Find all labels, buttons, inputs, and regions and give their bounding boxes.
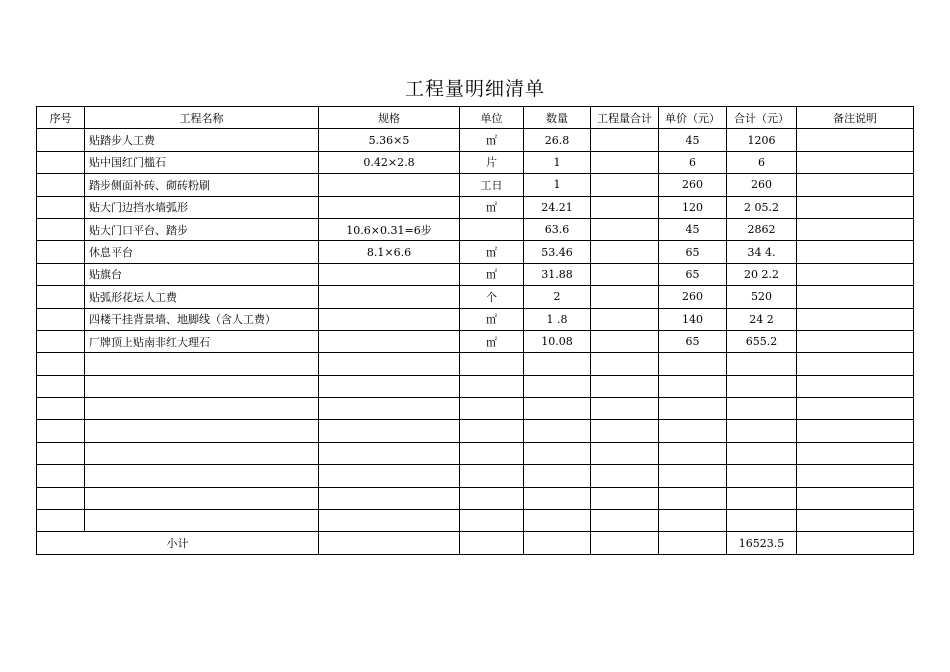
cell-qty: [524, 442, 591, 464]
total-cell-unit: [460, 532, 524, 554]
cell-name: 四楼干挂背景墙、地脚线（含人工费）: [85, 308, 319, 330]
cell-qty-total: [591, 375, 659, 397]
total-label: 小计: [37, 532, 319, 554]
table-row: [37, 151, 914, 173]
cell-amount: 34 4.: [727, 241, 797, 263]
cell-name: [85, 510, 319, 532]
cell-qty-total: [591, 196, 659, 218]
cell-qty: 10.08: [524, 330, 591, 352]
cell-unit: [460, 442, 524, 464]
cell-seq: [37, 465, 85, 487]
header-amount: 合计（元）: [727, 107, 797, 129]
cell-price: 140: [659, 308, 727, 330]
cell-qty-total: [591, 151, 659, 173]
cell-price: [659, 465, 727, 487]
cell-note: [797, 241, 914, 263]
cell-unit: [460, 510, 524, 532]
cell-amount: 24 2: [727, 308, 797, 330]
cell-seq: [37, 241, 85, 263]
cell-note: [797, 174, 914, 196]
cell-price: 65: [659, 330, 727, 352]
cell-price: 45: [659, 129, 727, 151]
table-row: [37, 398, 914, 420]
total-cell-qty: [524, 532, 591, 554]
header-spec: 规格: [319, 107, 460, 129]
cell-amount: [727, 375, 797, 397]
cell-name: [85, 398, 319, 420]
cell-seq: [37, 442, 85, 464]
cell-price: 65: [659, 263, 727, 285]
cell-amount: 1206: [727, 129, 797, 151]
cell-price: [659, 510, 727, 532]
cell-note: [797, 353, 914, 375]
table-row: [37, 442, 914, 464]
cell-qty: [524, 420, 591, 442]
cell-qty: 31.88: [524, 263, 591, 285]
table-row: [37, 308, 914, 330]
cell-seq: [37, 218, 85, 240]
cell-spec: [319, 330, 460, 352]
cell-amount: [727, 353, 797, 375]
cell-amount: 655.2: [727, 330, 797, 352]
cell-unit: ㎡: [460, 241, 524, 263]
cell-seq: [37, 174, 85, 196]
header-name: 工程名称: [85, 107, 319, 129]
cell-note: [797, 196, 914, 218]
cell-qty: 1 .8: [524, 308, 591, 330]
cell-unit: [460, 398, 524, 420]
cell-price: [659, 420, 727, 442]
quantity-table: [36, 106, 914, 555]
header-note: 备注说明: [797, 107, 914, 129]
cell-seq: [37, 375, 85, 397]
total-cell-spec: [319, 532, 460, 554]
cell-amount: 260: [727, 174, 797, 196]
cell-qty-total: [591, 218, 659, 240]
cell-seq: [37, 151, 85, 173]
cell-price: [659, 487, 727, 509]
header-seq: 序号: [37, 107, 85, 129]
cell-note: [797, 465, 914, 487]
table-row: [37, 129, 914, 151]
cell-note: [797, 420, 914, 442]
cell-name: 休息平台: [85, 241, 319, 263]
cell-unit: [460, 487, 524, 509]
cell-qty: 24.21: [524, 196, 591, 218]
header-unit: 单位: [460, 107, 524, 129]
table-row: [37, 241, 914, 263]
cell-seq: [37, 308, 85, 330]
cell-spec: [319, 398, 460, 420]
cell-name: [85, 375, 319, 397]
cell-unit: ㎡: [460, 263, 524, 285]
header-price: 单价（元）: [659, 107, 727, 129]
cell-qty-total: [591, 420, 659, 442]
cell-amount: 520: [727, 286, 797, 308]
cell-unit: ㎡: [460, 129, 524, 151]
cell-note: [797, 330, 914, 352]
cell-spec: [319, 174, 460, 196]
cell-seq: [37, 196, 85, 218]
cell-price: 65: [659, 241, 727, 263]
table-row: [37, 263, 914, 285]
table-row: [37, 174, 914, 196]
cell-note: [797, 308, 914, 330]
cell-unit: ㎡: [460, 308, 524, 330]
total-amount: 16523.5: [727, 532, 797, 554]
total-row: [37, 532, 914, 554]
cell-name: 贴大门边挡水墙弧形: [85, 196, 319, 218]
cell-name: 贴大门口平台、踏步: [85, 218, 319, 240]
table-row: [37, 330, 914, 352]
cell-seq: [37, 398, 85, 420]
cell-qty: [524, 375, 591, 397]
cell-name: 贴旗台: [85, 263, 319, 285]
cell-spec: 8.1×6.6: [319, 241, 460, 263]
table-row: [37, 420, 914, 442]
cell-unit: ㎡: [460, 196, 524, 218]
cell-seq: [37, 286, 85, 308]
total-cell-price: [659, 532, 727, 554]
cell-amount: [727, 465, 797, 487]
table-row: [37, 375, 914, 397]
cell-amount: [727, 487, 797, 509]
cell-spec: 10.6×0.31=6步: [319, 218, 460, 240]
cell-seq: [37, 487, 85, 509]
cell-amount: [727, 398, 797, 420]
cell-spec: [319, 420, 460, 442]
cell-price: 260: [659, 286, 727, 308]
cell-price: [659, 442, 727, 464]
page-title: 工程量明细清单: [404, 78, 545, 100]
cell-price: [659, 353, 727, 375]
cell-qty: [524, 465, 591, 487]
cell-note: [797, 129, 914, 151]
cell-unit: 个: [460, 286, 524, 308]
cell-qty-total: [591, 308, 659, 330]
cell-qty-total: [591, 129, 659, 151]
cell-note: [797, 151, 914, 173]
cell-qty: [524, 398, 591, 420]
table-row: [37, 510, 914, 532]
cell-seq: [37, 420, 85, 442]
cell-qty: [524, 353, 591, 375]
cell-price: 120: [659, 196, 727, 218]
cell-qty-total: [591, 442, 659, 464]
cell-spec: [319, 510, 460, 532]
cell-note: [797, 487, 914, 509]
total-cell-note: [797, 532, 914, 554]
cell-note: [797, 263, 914, 285]
cell-note: [797, 510, 914, 532]
cell-unit: [460, 420, 524, 442]
cell-qty-total: [591, 174, 659, 196]
cell-qty-total: [591, 510, 659, 532]
cell-unit: [460, 218, 524, 240]
cell-qty: 53.46: [524, 241, 591, 263]
cell-spec: [319, 375, 460, 397]
cell-amount: 2862: [727, 218, 797, 240]
cell-name: 贴弧形花坛人工费: [85, 286, 319, 308]
table-row: [37, 487, 914, 509]
cell-note: [797, 375, 914, 397]
header-qty: 数量: [524, 107, 591, 129]
cell-name: [85, 442, 319, 464]
cell-qty: 26.8: [524, 129, 591, 151]
cell-spec: [319, 308, 460, 330]
cell-qty: [524, 510, 591, 532]
cell-spec: [319, 465, 460, 487]
cell-unit: [460, 375, 524, 397]
table-row: [37, 353, 914, 375]
cell-name: 踏步侧面补砖、砌砖粉刷: [85, 174, 319, 196]
cell-qty-total: [591, 465, 659, 487]
table-row: [37, 196, 914, 218]
cell-price: [659, 375, 727, 397]
cell-seq: [37, 353, 85, 375]
cell-note: [797, 218, 914, 240]
cell-seq: [37, 263, 85, 285]
cell-qty-total: [591, 263, 659, 285]
cell-unit: 片: [460, 151, 524, 173]
cell-spec: [319, 196, 460, 218]
cell-seq: [37, 510, 85, 532]
table-row: [37, 286, 914, 308]
cell-name: [85, 465, 319, 487]
cell-qty-total: [591, 353, 659, 375]
cell-qty-total: [591, 241, 659, 263]
cell-qty-total: [591, 330, 659, 352]
cell-spec: [319, 487, 460, 509]
cell-qty-total: [591, 398, 659, 420]
cell-name: [85, 420, 319, 442]
cell-qty: 63.6: [524, 218, 591, 240]
cell-price: 6: [659, 151, 727, 173]
cell-qty: [524, 487, 591, 509]
header-qty-total: 工程量合计: [591, 107, 659, 129]
cell-name: 厂牌顶上贴南非红大理石: [85, 330, 319, 352]
cell-spec: 5.36×5: [319, 129, 460, 151]
cell-qty: 2: [524, 286, 591, 308]
cell-spec: [319, 353, 460, 375]
cell-name: [85, 487, 319, 509]
cell-qty-total: [591, 286, 659, 308]
cell-price: 45: [659, 218, 727, 240]
cell-unit: [460, 465, 524, 487]
table-row: [37, 465, 914, 487]
cell-spec: [319, 286, 460, 308]
cell-note: [797, 398, 914, 420]
cell-unit: [460, 353, 524, 375]
cell-amount: [727, 442, 797, 464]
cell-amount: 2 05.2: [727, 196, 797, 218]
cell-unit: ㎡: [460, 330, 524, 352]
cell-price: 260: [659, 174, 727, 196]
cell-spec: [319, 442, 460, 464]
cell-qty-total: [591, 487, 659, 509]
cell-name: [85, 353, 319, 375]
cell-unit: 工日: [460, 174, 524, 196]
cell-qty: 1: [524, 174, 591, 196]
table-body: [37, 129, 914, 532]
cell-amount: 20 2.2: [727, 263, 797, 285]
cell-note: [797, 442, 914, 464]
table-row: [37, 218, 914, 240]
cell-name: 贴中国红门槛石: [85, 151, 319, 173]
cell-price: [659, 398, 727, 420]
cell-spec: [319, 263, 460, 285]
cell-amount: [727, 420, 797, 442]
cell-spec: 0.42×2.8: [319, 151, 460, 173]
cell-amount: [727, 510, 797, 532]
cell-amount: 6: [727, 151, 797, 173]
cell-seq: [37, 129, 85, 151]
cell-note: [797, 286, 914, 308]
cell-qty: 1: [524, 151, 591, 173]
cell-name: 贴踏步人工费: [85, 129, 319, 151]
header-row: [37, 107, 914, 129]
total-cell-qty-total: [591, 532, 659, 554]
cell-seq: [37, 330, 85, 352]
